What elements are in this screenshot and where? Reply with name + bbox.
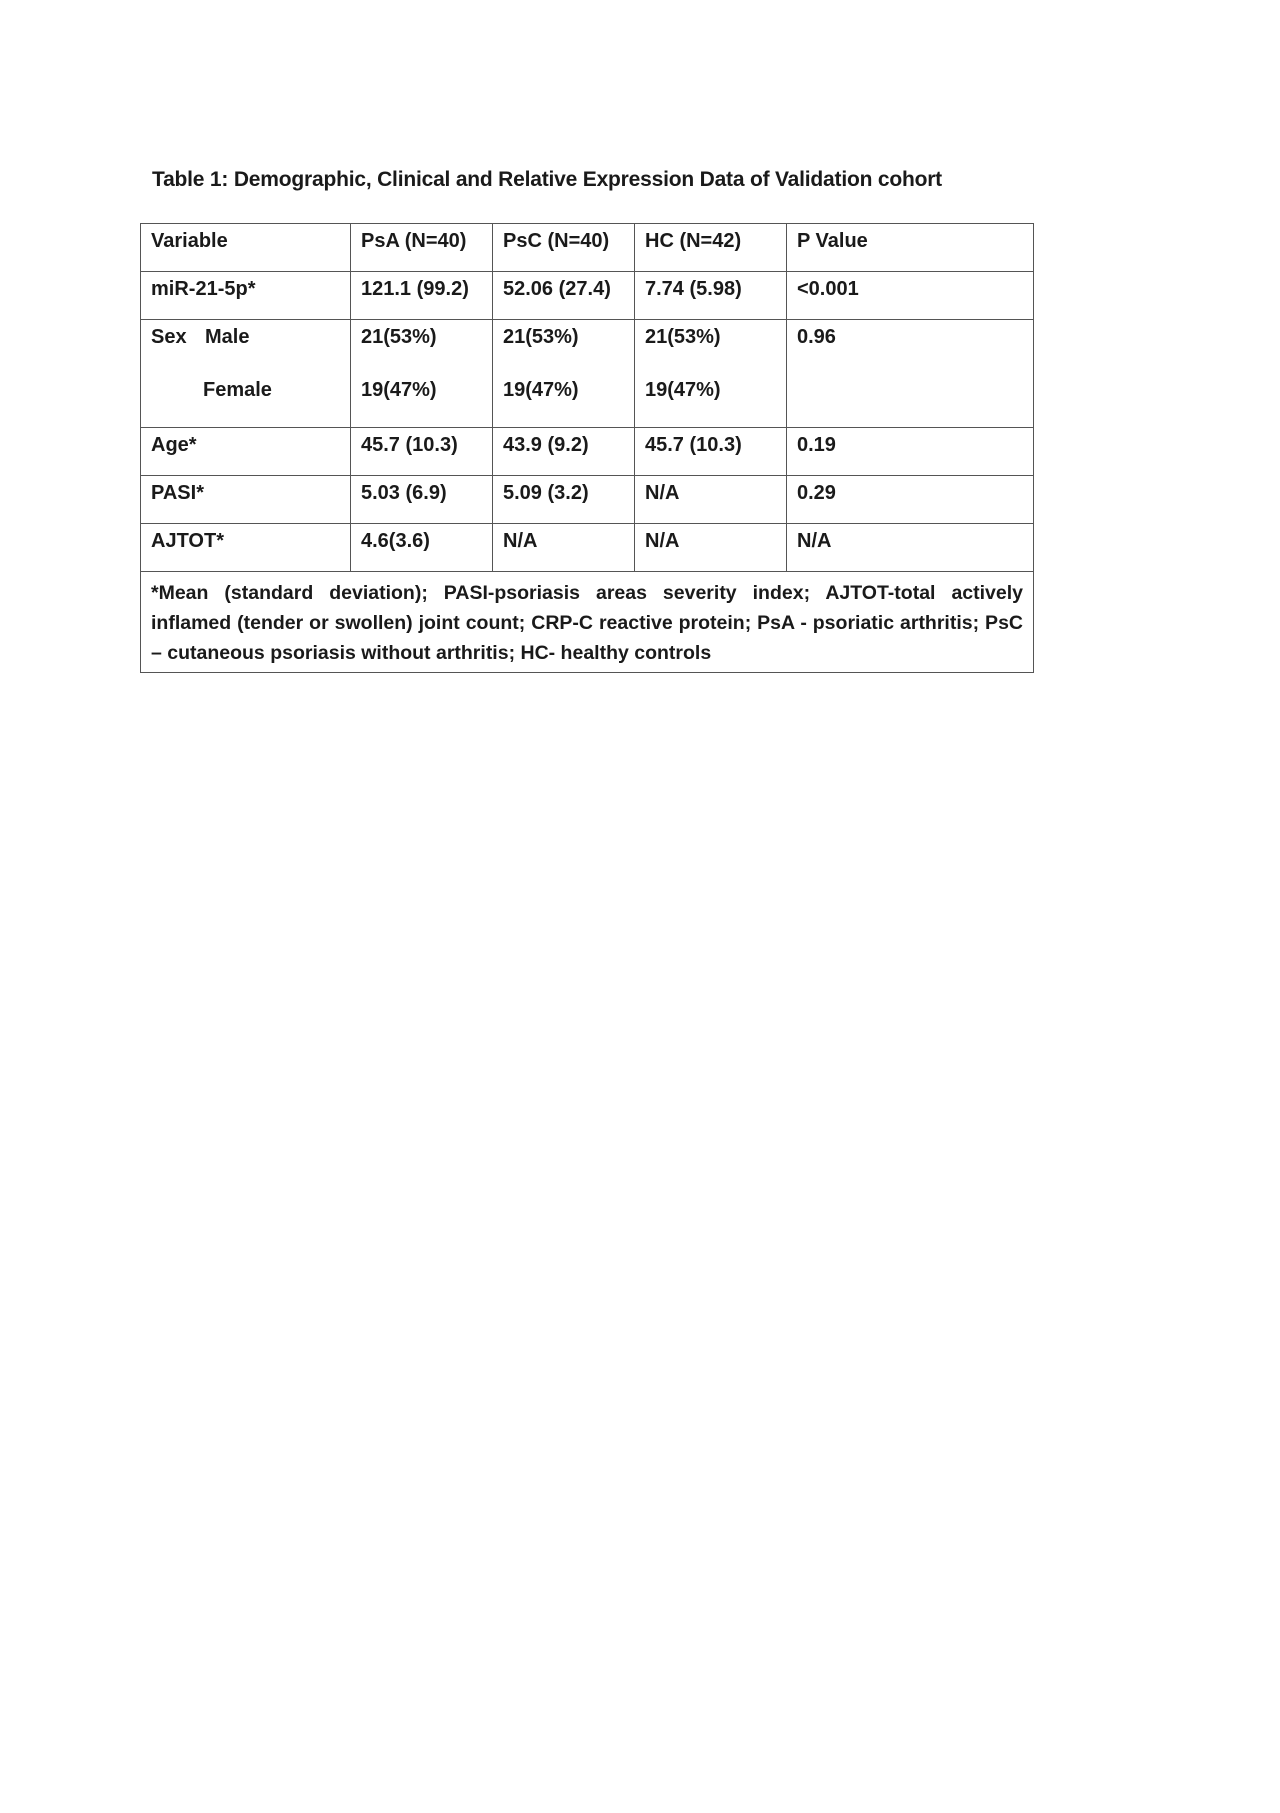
table-header-row bbox=[141, 224, 1034, 272]
table-cell: N/A bbox=[635, 476, 787, 524]
table-cell: 121.1 (99.2) bbox=[351, 272, 493, 320]
row-label bbox=[141, 320, 351, 428]
table-cell bbox=[635, 320, 787, 428]
table-cell: 0.96 bbox=[787, 320, 1034, 428]
table-cell: N/A bbox=[787, 524, 1034, 572]
row-label: AJTOT* bbox=[141, 524, 351, 572]
table-cell: 45.7 (10.3) bbox=[635, 428, 787, 476]
table-cell: 0.19 bbox=[787, 428, 1034, 476]
column-header: PsA (N=40) bbox=[351, 224, 493, 272]
footnote-row bbox=[141, 572, 1034, 673]
table-cell: 4.6(3.6) bbox=[351, 524, 493, 572]
column-header: PsC (N=40) bbox=[493, 224, 635, 272]
table-row bbox=[141, 272, 1034, 320]
table-cell: 5.03 (6.9) bbox=[351, 476, 493, 524]
female-label: Female bbox=[203, 379, 272, 401]
sex-label: Sex bbox=[151, 326, 187, 348]
column-header: P Value bbox=[787, 224, 1034, 272]
cell-male: 21(53%) bbox=[503, 326, 579, 348]
column-header: HC (N=42) bbox=[635, 224, 787, 272]
table-cell: 43.9 (9.2) bbox=[493, 428, 635, 476]
table-cell: N/A bbox=[635, 524, 787, 572]
data-table bbox=[140, 223, 1034, 673]
table-row bbox=[141, 476, 1034, 524]
table-footnote: *Mean (standard deviation); PASI-psoriasis areas severity index; AJTOT-total actively inflamed (tender or swollen) joint count; CRP-C reactive protein; PsA - psoriatic arthritis; PsC – cutaneous psoriasis without arthritis; HC- healthy controls bbox=[141, 572, 1034, 673]
table-row bbox=[141, 524, 1034, 572]
table-cell bbox=[351, 320, 493, 428]
row-label: PASI* bbox=[141, 476, 351, 524]
table-row bbox=[141, 320, 1034, 428]
row-label: Age* bbox=[141, 428, 351, 476]
column-header: Variable bbox=[141, 224, 351, 272]
table-cell: <0.001 bbox=[787, 272, 1034, 320]
cell-female: 19(47%) bbox=[361, 379, 437, 401]
table-cell: 0.29 bbox=[787, 476, 1034, 524]
male-label: Male bbox=[205, 326, 250, 348]
table-cell: N/A bbox=[493, 524, 635, 572]
cell-female: 19(47%) bbox=[645, 379, 721, 401]
table-row bbox=[141, 428, 1034, 476]
table-cell: 7.74 (5.98) bbox=[635, 272, 787, 320]
table-cell: 45.7 (10.3) bbox=[351, 428, 493, 476]
cell-female: 19(47%) bbox=[503, 379, 579, 401]
table-cell: 52.06 (27.4) bbox=[493, 272, 635, 320]
cell-male: 21(53%) bbox=[645, 326, 721, 348]
table-cell bbox=[493, 320, 635, 428]
table-cell: 5.09 (3.2) bbox=[493, 476, 635, 524]
cell-male: 21(53%) bbox=[361, 326, 437, 348]
table-caption: Table 1: Demographic, Clinical and Relative Expression Data of Validation cohort bbox=[152, 168, 942, 191]
row-label: miR-21-5p* bbox=[141, 272, 351, 320]
